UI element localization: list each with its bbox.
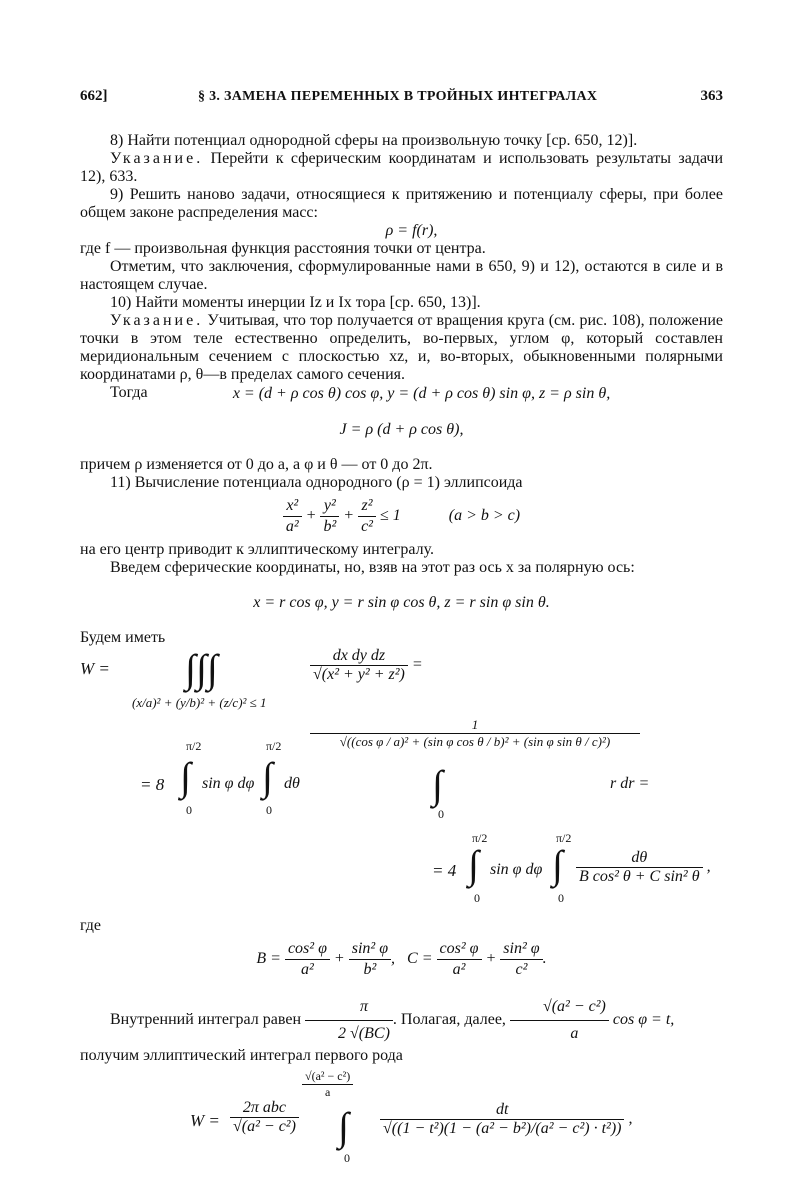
integral-theta-2: ∫: [552, 842, 563, 887]
page-number: 363: [700, 88, 723, 104]
problem-10-limits: причем ρ изменяется от 0 до a, a φ и θ — от 0 до 2π.: [80, 456, 433, 473]
header-section-number: 662]: [80, 88, 108, 104]
problem-9: 9) Решить наново задачи, относящиеся к притяжению и потенциалу сферы, при более общем законе распределения масс:: [80, 186, 723, 221]
body-text: [80, 132, 723, 647]
sin-phi-dphi: sin φ dφ: [202, 775, 255, 792]
inner-integrand-fraction: $\frac{1}{\text{√((cos φ / a)² + (sin φ cos θ / b)² + (sin φ sin θ / c)²)}}$: [310, 717, 640, 750]
limit-zero-d: 0: [474, 891, 480, 905]
problem-8: 8) Найти потенциал однородной сферы на произвольную точку [ср. 650, 12)].: [110, 132, 638, 149]
frac-z2-c2: $\frac{\text{z²}}{\text{c²}}$: [358, 496, 376, 537]
problem-10: 10) Найти моменты инерции Iz и Ix тора [ср. 650, 13)].: [110, 294, 481, 311]
header-title: § 3. ЗАМЕНА ПЕРЕМЕННЫХ В ТРОЙНЫХ ИНТЕГРАЛАХ: [198, 89, 598, 104]
polagaya: . Полагая, далее,: [392, 1011, 506, 1029]
limit-zero-e: 0: [558, 891, 564, 905]
equation-torus-jacobian: J = ρ (d + ρ cos θ),: [339, 421, 464, 438]
dtheta: dθ: [284, 775, 300, 792]
final-integrand: $\frac{dt}{\text{√((1 − t²)(1 − (a² − b²)/(a² − c²) · t²))}}$ ,: [380, 1101, 632, 1138]
integral-phi-2: ∫: [468, 842, 479, 887]
equation-B-C: B = $\frac{\text{cos² φ}}{\text{a²}}$ + $\frac{\text{sin² φ}}{\text{b²}}$ , C = $\frac{\text{cos² φ}}{\text{a²}}$ + $\frac{\text{sin² φ}}{\text{c²}}$ .: [256, 940, 547, 978]
equation-rho: ρ = f(r),: [385, 222, 438, 239]
integral-theta: ∫: [262, 754, 273, 799]
limit-pi-2-b: π/2: [266, 739, 282, 753]
integrand-fraction: $\frac{\text{dx dy dz}}{\text{√(x² + y² + z²)}}$ =: [310, 647, 423, 684]
limit-zero-c: 0: [438, 807, 444, 821]
limit-pi-2-c: π/2: [472, 831, 488, 845]
integration-region: (x/a)² + (y/b)² + (z/c)² ≤ 1: [132, 695, 267, 710]
hint-2-text: Учитывая, что тор получается от вращения круга (см. рис. 108), положение точки в этом теле естественно определить, во-первых, углом φ, который составлен меридиональным сечением с плоскостью xz, и, во-вторых, обыкновенными полярными координатами ρ, θ—в пределах самого сечения.: [80, 312, 723, 383]
limit-zero-b: 0: [266, 803, 272, 817]
gde: где: [80, 917, 102, 934]
triple-integral-sign: ∫∫∫: [185, 646, 218, 691]
coefficient-fraction: 2π abc √(a² − c²): [230, 1099, 299, 1136]
togda: Тогда: [110, 384, 148, 401]
sqrt-a2-c2-over-a: $\frac{\text{√(a² − c²)}}{a}$: [510, 994, 609, 1047]
limit-zero-a: 0: [186, 803, 192, 817]
integral-r: ∫: [432, 762, 443, 807]
page: [80, 88, 723, 1178]
pi-over-2sqrtBC: $\frac{\pi}{2 √(BC)}$: [305, 994, 393, 1047]
problem-9-note: Отметим, что заключения, сформулированные нами в 650, 9) и 12), остаются в силе и в настоящем случае.: [80, 258, 723, 293]
inner-integral-text: [80, 994, 723, 1047]
coeff-8: = 8: [140, 775, 165, 794]
W-label: W =: [80, 659, 110, 678]
sin-phi-dphi-2: sin φ dφ: [490, 861, 543, 878]
equation-torus-coords: x = (d + ρ cos θ) cos φ, y = (d + ρ cos θ) sin φ, z = ρ sin θ,: [232, 385, 611, 402]
dtheta-fraction: $\frac{d\theta}{\text{B cos² θ + C sin² θ}}$ ,: [576, 849, 711, 886]
hint-2: [80, 312, 723, 384]
upper-limit: $\frac{\text{√(a² − c²)}}{a}$: [302, 1069, 353, 1100]
problem-9-where: где f — произвольная функция расстояния точки от центра.: [80, 240, 486, 257]
integral-phi: ∫: [180, 754, 191, 799]
coeff-4: = 4: [432, 861, 457, 880]
limit-pi-2-a: π/2: [186, 739, 202, 753]
inner-integral-label: Внутренний интеграл равен: [110, 1011, 302, 1029]
problem-11: 11) Вычисление потенциала однородного (ρ = 1) эллипсоида: [110, 474, 523, 491]
cos-phi-equals-t: cos φ = t,: [612, 1011, 675, 1029]
hint-1-text: Перейти к сферическим координатам и использовать результаты задачи 12), 633.: [80, 150, 724, 185]
page-header: [80, 88, 723, 112]
frac-y2-b2: $\frac{\text{y²}}{\text{b²}}$: [320, 496, 339, 537]
limit-pi-2-d: π/2: [556, 831, 572, 845]
elliptic-text: получим эллиптический интеграл первого рода: [80, 1047, 403, 1064]
frac-x2-a2: $\frac{\text{x²}}{\text{a²}}$: [283, 496, 302, 537]
budem-imet: Будем иметь: [80, 629, 166, 646]
problem-11-b: на его центр приводит к эллиптическому интегралу.: [80, 541, 434, 558]
hint-2-label: Указание.: [110, 312, 204, 329]
hint-1: [80, 150, 723, 186]
hint-1-label: Указание.: [110, 150, 204, 167]
integral-block: [80, 647, 723, 917]
r-dr: r dr =: [610, 775, 650, 792]
ellipsoid-condition: (a > b > c): [448, 507, 521, 525]
equation-ellipsoid: $\frac{\text{x²}}{\text{a²}}$ + $\frac{\text{y²}}{\text{b²}}$ + $\frac{\text{z²}}{\text{c²}}$ ≤ 1 (a > b > c): [80, 496, 723, 537]
integral-t: ∫: [338, 1104, 349, 1149]
limit-zero-f: 0: [344, 1151, 350, 1165]
problem-11-c: Введем сферические координаты, но, взяв на этот раз ось x за полярную ось:: [110, 559, 635, 576]
W-final-label: W =: [190, 1111, 220, 1130]
final-integral-block: [80, 1065, 723, 1175]
equation-spherical: x = r cos φ, y = r sin φ cos θ, z = r sin φ sin θ.: [253, 594, 550, 611]
